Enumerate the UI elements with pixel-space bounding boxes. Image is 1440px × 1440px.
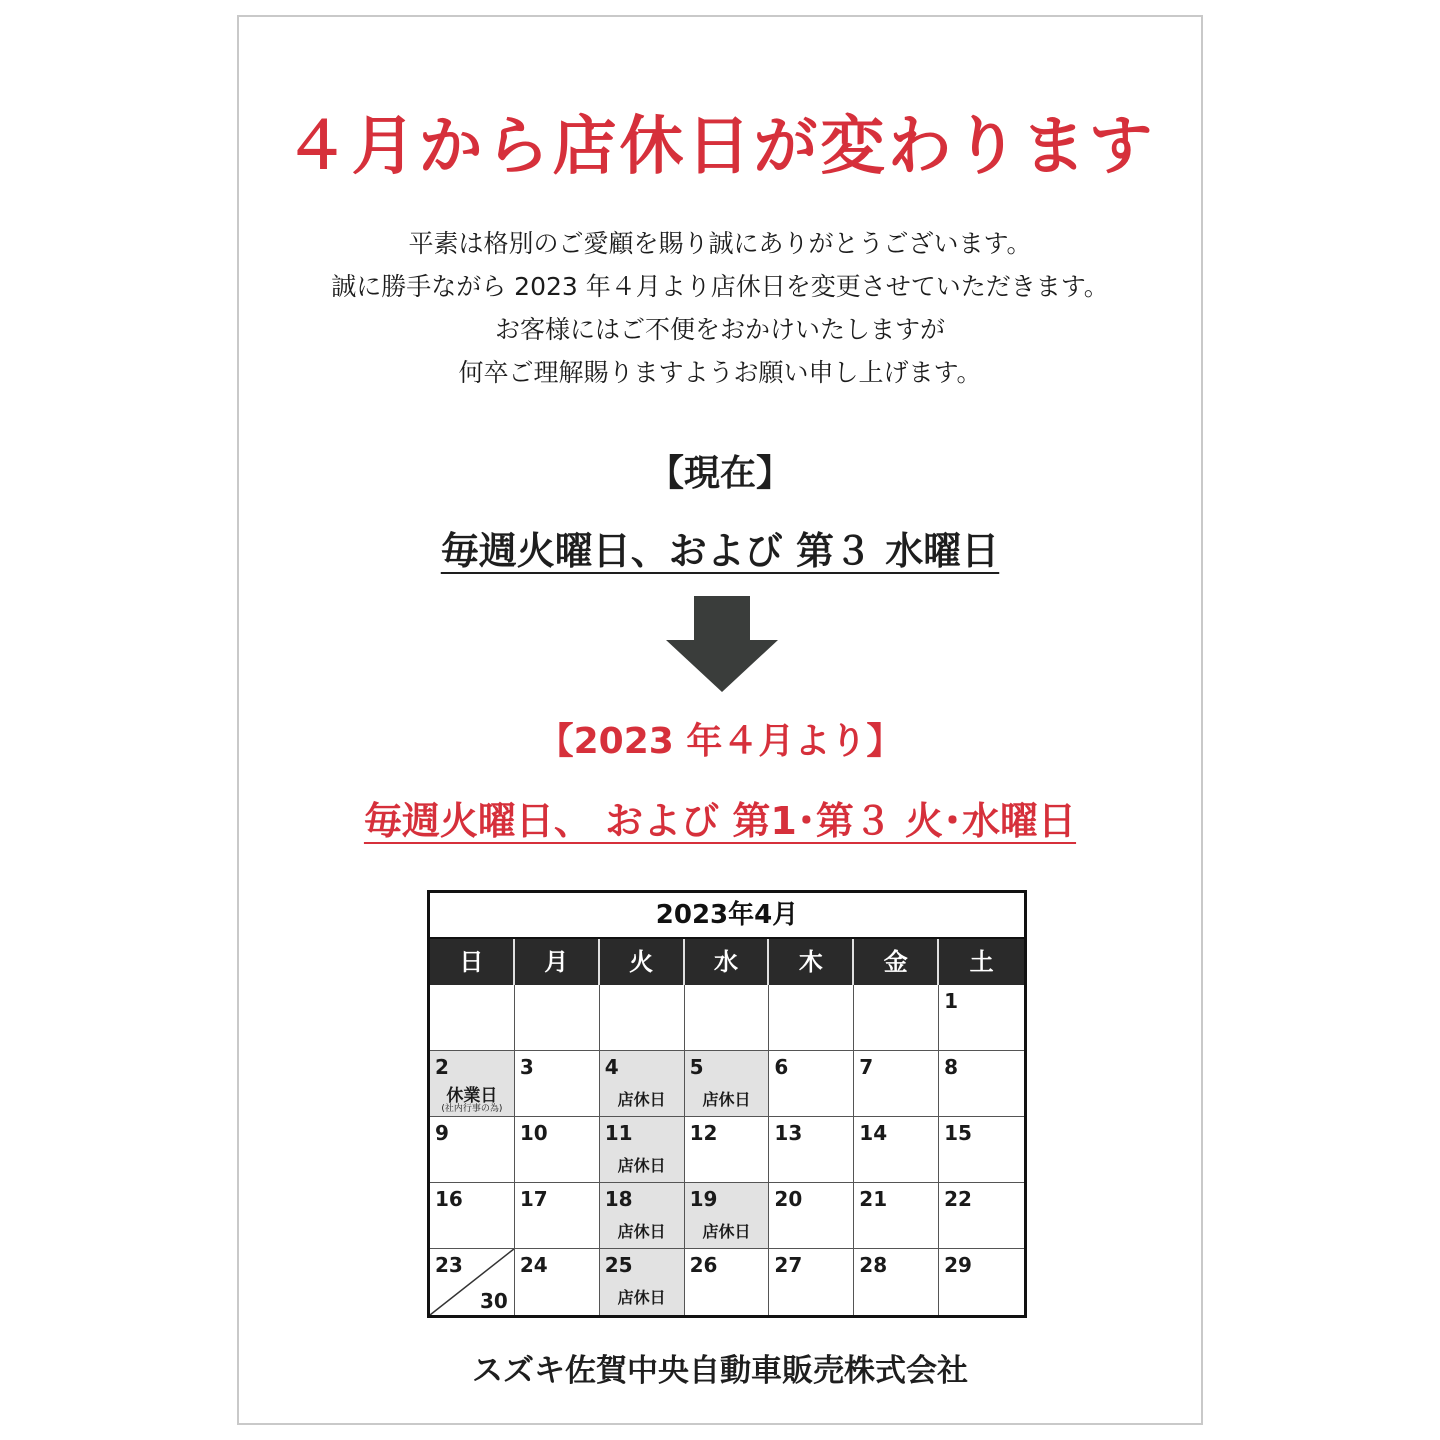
holiday-note: (社内行事の為) [441, 1104, 503, 1114]
down-arrow-icon [666, 596, 778, 692]
day-number: 16 [435, 1187, 463, 1211]
weekday-label: 水 [685, 939, 770, 985]
calendar-day-cell [769, 1249, 854, 1315]
closed-day-label: 店休日 [617, 1222, 666, 1241]
day-number: 23 [435, 1253, 463, 1277]
calendar-day-cell [685, 1183, 770, 1249]
day-number: 9 [435, 1121, 449, 1145]
calendar-day-cell [685, 1249, 770, 1315]
april-calendar [427, 890, 1027, 1318]
calendar-day-cell [939, 985, 1024, 1051]
calendar-day-cell [600, 1249, 685, 1315]
weekday-label: 土 [969, 948, 994, 976]
day-number: 29 [944, 1253, 972, 1277]
day-number: 13 [774, 1121, 803, 1145]
calendar-day-cell [939, 1051, 1024, 1117]
day-number: 17 [519, 1187, 548, 1211]
day-number: 5 [689, 1055, 704, 1079]
day-number: 30 [480, 1289, 508, 1313]
holiday-label: 休業日 [446, 1086, 498, 1106]
closed-day-label: 店休日 [702, 1090, 751, 1109]
calendar-day-cell [600, 1183, 685, 1249]
day-number: 1 [944, 989, 959, 1013]
day-number: 19 [689, 1187, 718, 1211]
calendar-day-cell [854, 1117, 939, 1183]
calendar-day-cell [430, 1249, 515, 1315]
calendar-grid [430, 985, 1024, 1315]
current-label: 【現在】 [647, 453, 792, 494]
intro-line: 何卒ご理解賜りますようお願い申し上げます。 [458, 358, 982, 387]
day-number: 27 [774, 1253, 803, 1277]
day-number: 18 [604, 1187, 633, 1211]
calendar-day-cell [430, 1117, 515, 1183]
day-number: 6 [774, 1055, 789, 1079]
calendar-day-cell [600, 985, 685, 1051]
new-schedule-text: 毎週火曜日、 および 第1･第３ 火･水曜日 [363, 799, 1077, 843]
day-number: 11 [604, 1121, 633, 1145]
new-schedule [0, 790, 1440, 845]
day-number: 12 [689, 1121, 718, 1145]
day-number: 25 [604, 1253, 633, 1277]
calendar-day-cell [769, 1183, 854, 1249]
calendar-day-cell [769, 1117, 854, 1183]
day-number: 10 [519, 1121, 548, 1145]
day-number: 7 [859, 1055, 874, 1079]
calendar-day-cell [854, 985, 939, 1051]
calendar-day-cell [854, 1249, 939, 1315]
closed-day-label: 店休日 [617, 1090, 666, 1109]
day-number: 21 [859, 1187, 888, 1211]
calendar-day-cell [939, 1183, 1024, 1249]
calendar-day-cell [939, 1117, 1024, 1183]
day-number: 22 [944, 1187, 972, 1211]
closed-day-label: 店休日 [617, 1288, 666, 1307]
day-number: 14 [859, 1121, 888, 1145]
weekday-label: 火 [600, 939, 685, 985]
calendar-day-cell [939, 1249, 1024, 1315]
notice-title: ４月から店休日が変わります [284, 110, 1156, 184]
calendar-day-cell [600, 1051, 685, 1117]
day-number: 20 [774, 1187, 803, 1211]
calendar-day-cell [685, 985, 770, 1051]
day-number: 2 [435, 1055, 449, 1079]
calendar-day-cell [515, 1183, 600, 1249]
calendar-weekday-header [430, 939, 1024, 985]
calendar-day-cell [515, 1051, 600, 1117]
calendar-day-cell [430, 1183, 515, 1249]
day-number: 4 [604, 1055, 619, 1079]
new-label: 【2023 年４月より】 [537, 721, 903, 762]
calendar-day-cell [854, 1183, 939, 1249]
calendar-day-cell [430, 1051, 515, 1117]
weekday-label: 金 [854, 939, 939, 985]
intro-line: 平素は格別のご愛顧を賜り誠にありがとうございます。 [408, 229, 1032, 258]
calendar-day-cell [854, 1051, 939, 1117]
weekday-label: 月 [515, 939, 600, 985]
calendar-day-cell [515, 1249, 600, 1315]
day-number: 24 [519, 1253, 548, 1277]
calendar-day-cell [430, 985, 515, 1051]
day-number: 15 [944, 1121, 972, 1145]
day-number: 26 [689, 1253, 718, 1277]
weekday-label: 木 [769, 939, 854, 985]
closed-day-label: 店休日 [702, 1222, 751, 1241]
calendar-title: 2023年4月 [430, 893, 1024, 939]
calendar-day-cell [515, 985, 600, 1051]
calendar-day-cell [600, 1117, 685, 1183]
day-number: 8 [944, 1055, 959, 1079]
calendar-day-cell [769, 1051, 854, 1117]
closed-day-label: 店休日 [617, 1156, 666, 1175]
calendar-day-cell [685, 1117, 770, 1183]
calendar-day-cell [515, 1117, 600, 1183]
calendar-day-cell [685, 1051, 770, 1117]
calendar-day-cell [769, 985, 854, 1051]
intro-line: 誠に勝手ながら 2023 年４月より店休日を変更させていただきます。 [331, 272, 1109, 301]
company-name: スズキ佐賀中央自動車販売株式会社 [472, 1353, 968, 1389]
weekday-label: 日 [430, 939, 515, 985]
day-number: 3 [519, 1055, 534, 1079]
current-schedule [0, 520, 1440, 575]
intro-text [0, 222, 1440, 394]
intro-line: お客様にはご不便をおかけいたしますが [494, 315, 945, 344]
day-number: 28 [859, 1253, 888, 1277]
current-schedule-text: 毎週火曜日、および 第３ 水曜日 [440, 529, 1000, 573]
